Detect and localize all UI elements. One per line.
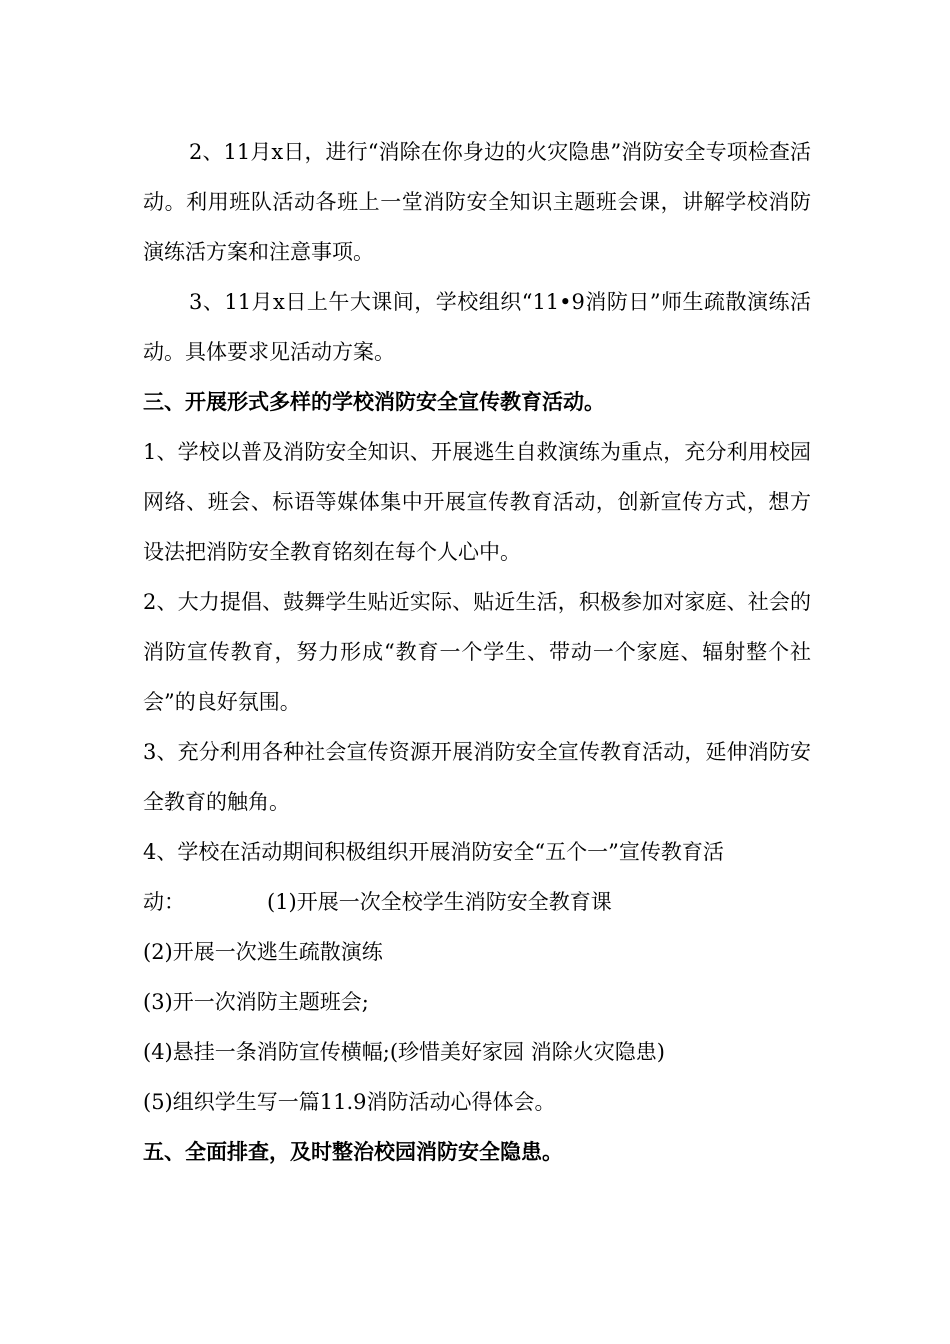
section-three-heading: 三、开展形式多样的学校消防安全宣传教育活动。 (143, 390, 605, 414)
five-ones-item-4: (4)悬挂一条消防宣传横幅;(珍惜美好家园 消除火灾隐患) (143, 1040, 665, 1064)
section-three-item-2: 2、大力提倡、鼓舞学生贴近实际、贴近生活，积极参加对家庭、社会的消防宣传教育，努力形成“教育一个学生、带动一个家庭、辐射整个社会”的良好氛围。 (143, 590, 811, 714)
document-body (143, 127, 811, 1177)
paragraph-item-3: 3、11月x日上午大课间，学校组织“11•9消防日”师生疏散演练活动。具体要求见活动方案。 (143, 290, 811, 364)
section-three-item-3: 3、充分利用各种社会宣传资源开展消防安全宣传教育活动，延伸消防安全教育的触角。 (143, 740, 811, 814)
five-ones-item-3: (3)开一次消防主题班会; (143, 990, 369, 1014)
five-ones-item-1: (1)开展一次全校学生消防安全教育课 (267, 890, 612, 914)
five-ones-item-5: (5)组织学生写一篇11.9消防活动心得体会。 (143, 1090, 556, 1114)
section-three-item-4-line-2 (143, 877, 811, 927)
section-three-item-4-line-1: 4、学校在活动期间积极组织开展消防安全“五个一”宣传教育活 (143, 840, 724, 864)
item-4-prefix: 动： (143, 890, 185, 914)
paragraph-item-2: 2、11月x日，进行“消除在你身边的火灾隐患”消防安全专项检查活动。利用班队活动各班上一堂消防安全知识主题班会课，讲解学校消防演练活方案和注意事项。 (143, 140, 811, 264)
section-three-item-1: 1、学校以普及消防安全知识、开展逃生自救演练为重点，充分利用校园网络、班会、标语等媒体集中开展宣传教育活动，创新宣传方式，想方设法把消防安全教育铭刻在每个人心中。 (143, 440, 811, 564)
section-five-heading: 五、全面排查，及时整治校园消防安全隐患。 (143, 1140, 563, 1164)
five-ones-item-2: (2)开展一次逃生疏散演练 (143, 940, 383, 964)
